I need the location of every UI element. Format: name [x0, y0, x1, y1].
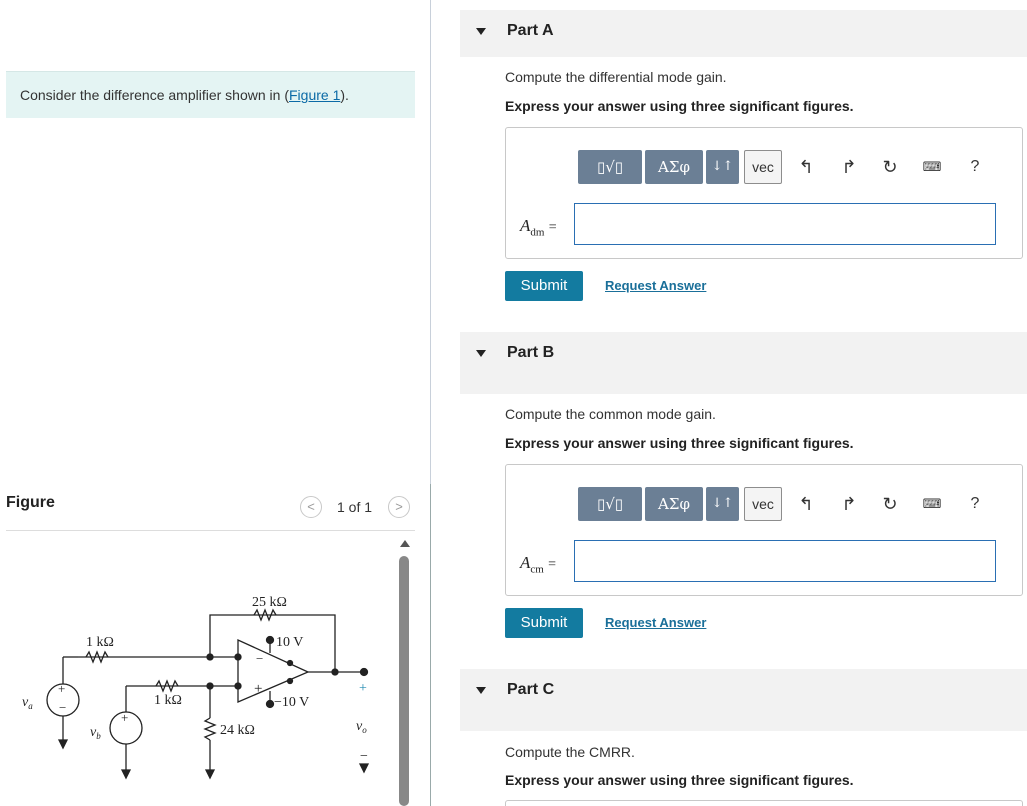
chevron-left-icon: <	[307, 499, 315, 514]
problem-text	[20, 87, 349, 103]
src-a-minus: −	[59, 700, 67, 715]
problem-statement	[6, 71, 415, 118]
ground-arrow-a	[59, 740, 67, 748]
templates-icon: ▯√▯	[596, 158, 624, 176]
figure-heading: Figure	[6, 494, 55, 511]
arrows-icon: ↓↑	[711, 159, 734, 174]
vneg-label: −10 V	[274, 695, 310, 710]
feedback-wire	[210, 615, 335, 672]
circuit-diagram	[20, 580, 380, 802]
out-plus: +	[359, 681, 367, 696]
node-inv-2	[235, 654, 241, 660]
reset-icon[interactable]: ↻	[882, 157, 898, 177]
part-c-question: Compute the CMRR.	[505, 744, 635, 760]
src-b-plus: +	[121, 710, 129, 725]
arrows-button[interactable]	[706, 150, 739, 184]
figure-next-button[interactable]	[388, 496, 410, 518]
part-b-answer-box	[505, 464, 1023, 596]
redo-icon[interactable]: ↱	[841, 494, 857, 514]
part-b-answer-input[interactable]	[574, 540, 996, 582]
part-a-variable: $A_{dm}$ =	[520, 216, 557, 239]
ground-arrow-b	[122, 770, 130, 778]
greek-button[interactable]	[645, 150, 703, 184]
part-c-title: Part C	[507, 681, 555, 698]
part-a-request-answer-link[interactable]: Request Answer	[605, 278, 707, 293]
part-a-answer-box	[505, 127, 1023, 259]
scroll-up-icon[interactable]	[400, 540, 410, 547]
part-a-instruction: Express your answer using three significant figures.	[505, 98, 854, 114]
vec-button[interactable]: vec	[744, 487, 782, 521]
arrows-button[interactable]	[706, 487, 739, 521]
part-b-title: Part B	[507, 344, 555, 361]
undo-icon[interactable]: ↰	[798, 157, 814, 177]
collapse-arrow-icon	[476, 687, 486, 694]
out-label: $v_o$	[356, 719, 367, 735]
r-ground-zigzag	[205, 718, 215, 740]
figure-prev-button[interactable]	[300, 496, 322, 518]
part-a-submit-button[interactable]: Submit	[505, 271, 583, 301]
r-feedback-label: 25 kΩ	[252, 595, 287, 610]
figure-scrollbar-thumb[interactable]	[399, 556, 409, 806]
templates-button[interactable]	[578, 150, 642, 184]
ground-arrow-out	[360, 764, 368, 772]
arrows-icon: ↓↑	[711, 496, 734, 511]
vec-button[interactable]: vec	[744, 150, 782, 184]
part-a-answer-input[interactable]	[574, 203, 996, 245]
node-noninv-2	[235, 683, 241, 689]
redo-icon[interactable]: ↱	[841, 157, 857, 177]
figure-divider	[6, 530, 415, 531]
figure-counter: 1 of 1	[337, 499, 373, 515]
ground-arrow-r	[206, 770, 214, 778]
help-icon[interactable]: ?	[970, 158, 980, 175]
output-terminal	[361, 669, 368, 676]
part-a-title: Part A	[507, 22, 554, 39]
part-b-variable: $A_{cm}$ =	[520, 553, 556, 576]
src-a-label: $v_a$	[22, 695, 33, 711]
src-b-label: $v_b$	[90, 725, 101, 741]
part-b-submit-button[interactable]: Submit	[505, 608, 583, 638]
part-b-request-answer-link[interactable]: Request Answer	[605, 615, 707, 630]
vneg-terminal	[267, 701, 274, 708]
collapse-arrow-icon	[476, 350, 486, 357]
node-out	[332, 669, 338, 675]
reset-icon[interactable]: ↻	[882, 494, 898, 514]
chevron-right-icon: >	[395, 499, 403, 514]
inner-dot-1	[288, 661, 293, 666]
keyboard-icon[interactable]: ⌨	[922, 496, 942, 511]
templates-button[interactable]	[578, 487, 642, 521]
part-b-instruction: Express your answer using three significant figures.	[505, 435, 854, 451]
undo-icon[interactable]: ↰	[798, 494, 814, 514]
templates-icon: ▯√▯	[596, 495, 624, 513]
opamp-minus: −	[256, 651, 264, 666]
keyboard-icon[interactable]: ⌨	[922, 159, 942, 174]
vpos-label: 10 V	[276, 635, 304, 650]
greek-label: ΑΣφ	[658, 158, 690, 176]
greek-label: ΑΣφ	[658, 495, 690, 513]
opamp-plus: +	[254, 681, 263, 697]
part-b-question: Compute the common mode gain.	[505, 406, 716, 422]
vpos-terminal	[267, 637, 274, 644]
collapse-arrow-icon	[476, 28, 486, 35]
node-inv-1	[207, 654, 213, 660]
part-c-answer-box	[505, 800, 1023, 806]
figure-link[interactable]: Figure 1	[289, 87, 341, 103]
problem-text-after: ).	[340, 87, 349, 103]
r-ground-label: 24 kΩ	[220, 723, 255, 738]
figure-pane-edge	[430, 484, 431, 806]
part-c-header[interactable]	[460, 669, 1027, 731]
out-minus: −	[360, 749, 368, 764]
src-a-plus: +	[58, 681, 66, 696]
part-a-question: Compute the differential mode gain.	[505, 69, 727, 85]
inner-dot-2	[288, 679, 293, 684]
help-icon[interactable]: ?	[970, 495, 980, 512]
problem-text-before: Consider the difference amplifier shown in (	[20, 87, 289, 103]
r-b-label: 1 kΩ	[154, 693, 182, 708]
r-a-label: 1 kΩ	[86, 635, 114, 650]
part-b-header[interactable]	[460, 332, 1027, 394]
part-c-instruction: Express your answer using three significant figures.	[505, 772, 854, 788]
part-a-header[interactable]	[460, 10, 1027, 57]
greek-button[interactable]	[645, 487, 703, 521]
